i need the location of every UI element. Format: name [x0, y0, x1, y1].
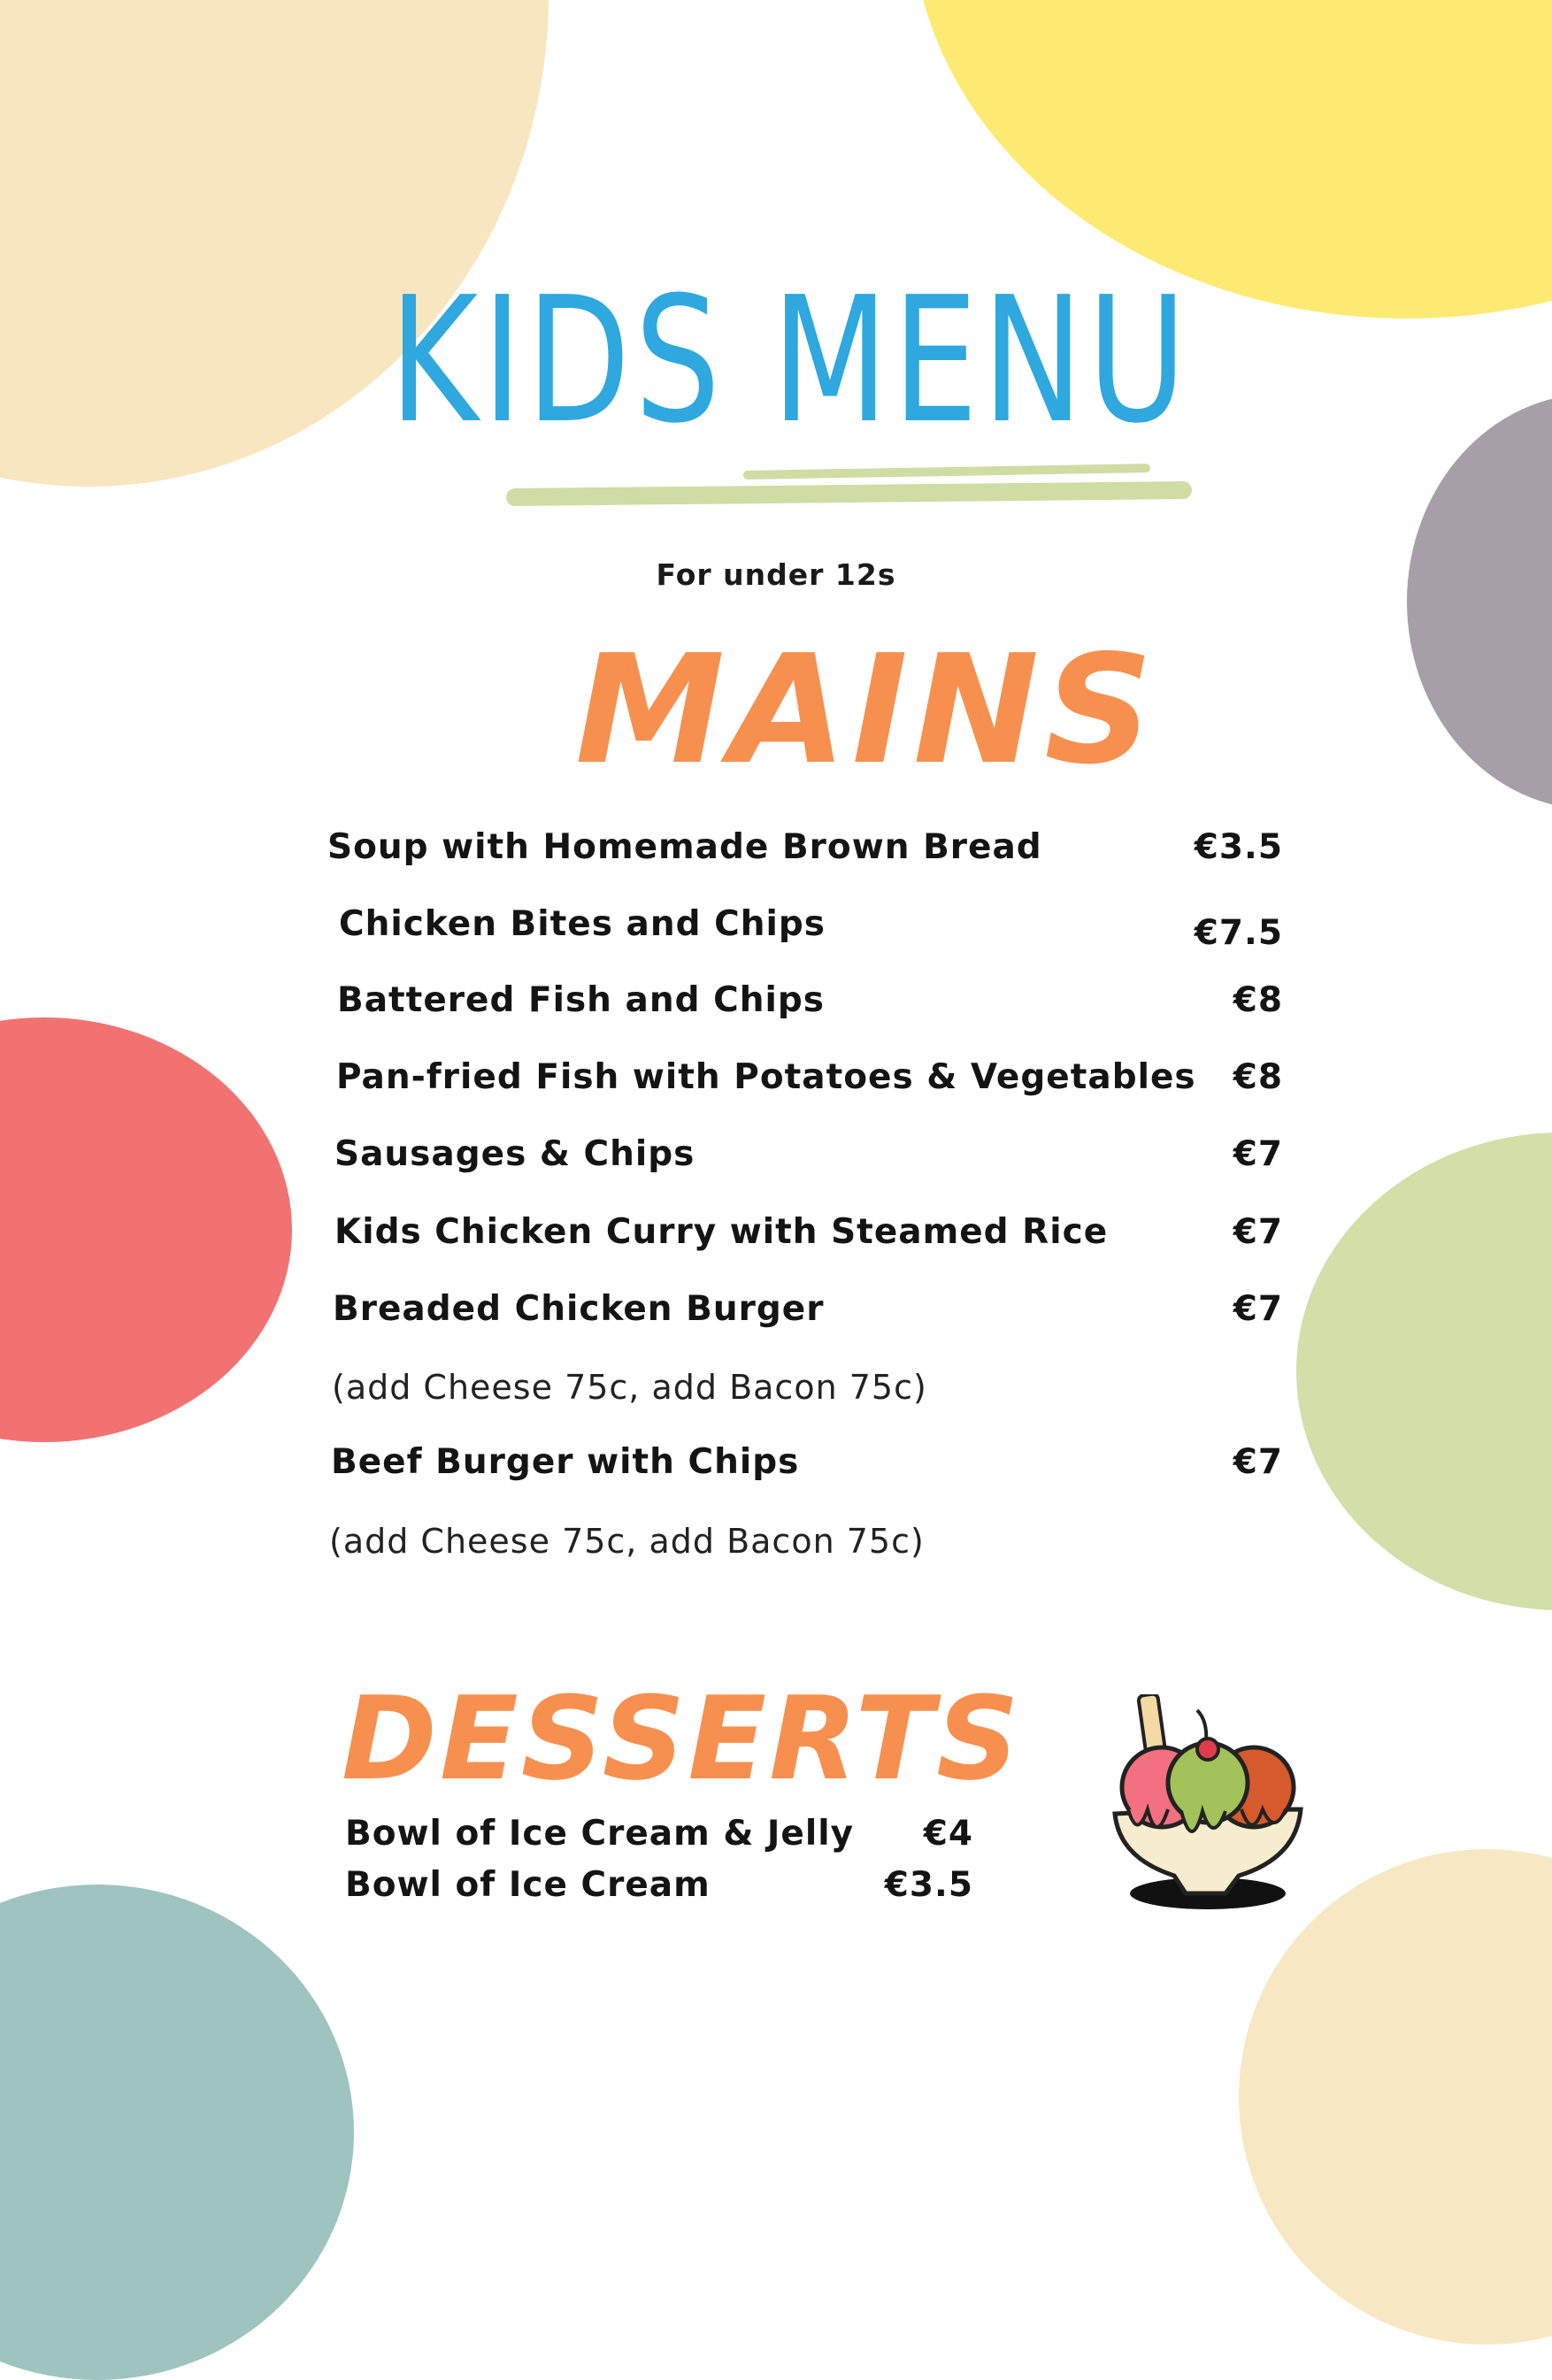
- menu-item-price: €8: [1233, 1057, 1283, 1097]
- menu-item-name: Battered Fish and Chips: [337, 980, 825, 1020]
- menu-item: [339, 904, 1283, 957]
- decorative-blob-green: [1296, 1132, 1552, 1610]
- menu-item: [336, 1057, 1283, 1110]
- dessert-item-name: Bowl of Ice Cream: [345, 1865, 711, 1905]
- menu-item-name: Kids Chicken Curry with Steamed Rice: [334, 1212, 1109, 1252]
- menu-item-note: (add Cheese 75c, add Bacon 75c): [329, 1522, 925, 1561]
- menu-item-name: Soup with Homemade Brown Bread: [327, 827, 1042, 867]
- menu-item-name: Breaded Chicken Burger: [333, 1289, 825, 1329]
- menu-item-note: (add Cheese 75c, add Bacon 75c): [332, 1368, 927, 1407]
- menu-item-name: Beef Burger with Chips: [331, 1442, 800, 1482]
- mains-heading: MAINS: [575, 623, 1158, 798]
- menu-item: [334, 1212, 1283, 1265]
- menu-item-price: €7: [1233, 1212, 1283, 1252]
- menu-item-price: €7: [1233, 1289, 1283, 1329]
- decorative-blob-cream-bottom: [1239, 1849, 1552, 2345]
- menu-item: [337, 980, 1283, 1033]
- dessert-item: [345, 1814, 973, 1863]
- title-underline: [506, 481, 1192, 506]
- menu-item: [334, 1134, 1283, 1187]
- page-title: KIDS MENU: [389, 260, 1191, 462]
- dessert-item-name: Bowl of Ice Cream & Jelly: [345, 1814, 855, 1854]
- menu-item-name: Pan-fried Fish with Potatoes & Vegetables: [336, 1057, 1196, 1097]
- menu-item-price: €7.5: [1194, 913, 1283, 953]
- menu-item: [327, 827, 1283, 880]
- ice-cream-sundae-icon: [1084, 1694, 1323, 1916]
- menu-item-name: Chicken Bites and Chips: [339, 904, 826, 944]
- menu-item-price: €8: [1233, 980, 1283, 1020]
- dessert-item-price: €4: [923, 1814, 973, 1854]
- menu-item: [333, 1289, 1283, 1342]
- menu-item: [331, 1442, 1283, 1495]
- menu-item-price: €3.5: [1194, 827, 1283, 867]
- decorative-blob-red: [0, 1017, 292, 1442]
- dessert-item-price: €3.5: [884, 1865, 973, 1905]
- title-underline-stroke: [743, 464, 1150, 480]
- menu-item-price: €7: [1233, 1134, 1283, 1174]
- decorative-blob-purple: [1407, 394, 1552, 810]
- menu-item-price: €7: [1233, 1442, 1283, 1482]
- decorative-blob-teal: [0, 1885, 354, 2380]
- menu-item-name: Sausages & Chips: [334, 1134, 695, 1174]
- desserts-heading: DESSERTS: [342, 1671, 1022, 1806]
- dessert-item: [345, 1865, 973, 1915]
- page-subtitle: For under 12s: [656, 557, 896, 592]
